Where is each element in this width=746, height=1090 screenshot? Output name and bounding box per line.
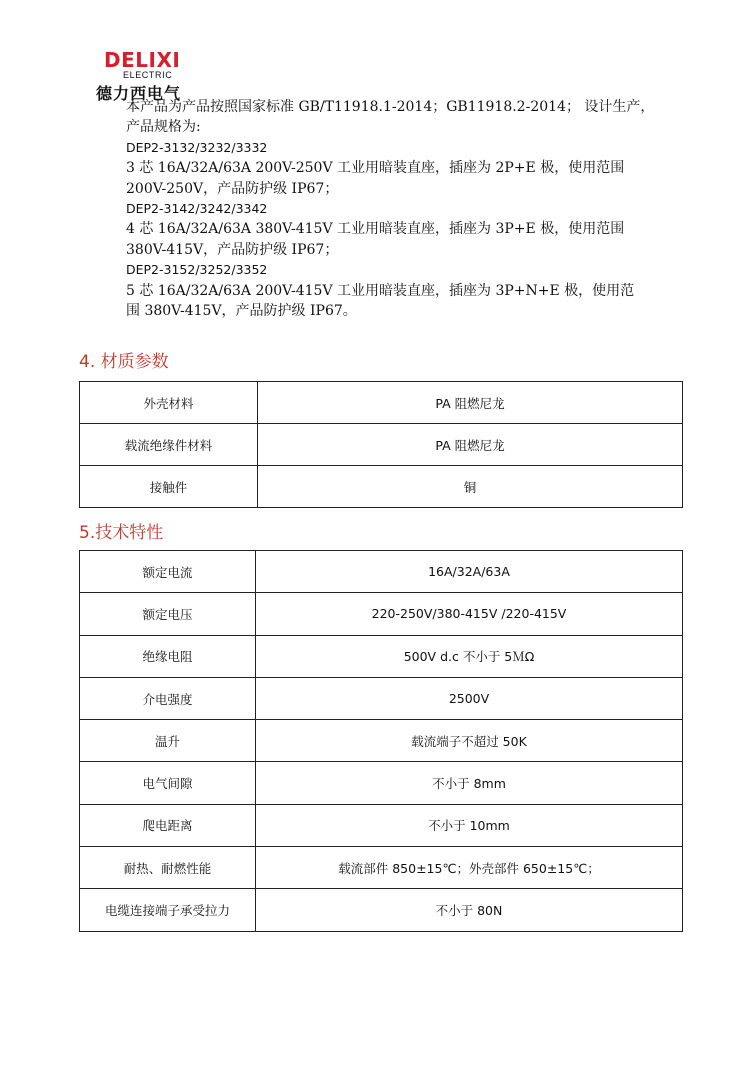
logo-brand: DELIXI: [104, 48, 181, 72]
intro-line: 3 芯 16A/32A/63A 200V-250V 工业用暗装直座，插座为 2P+E 极，使用范围: [126, 160, 625, 177]
intro-line: 5 芯 16A/32A/63A 200V-415V 工业用暗装直座，插座为 3P+N+E 极，使用范: [126, 282, 635, 299]
row-label: 温升: [80, 720, 256, 762]
intro-line: 200V-250V，产品防护级 IP67；: [126, 180, 339, 197]
table-row: [80, 593, 683, 635]
row-value: 不小于 80N: [256, 889, 683, 931]
row-label: 接触件: [80, 466, 258, 508]
intro-line: 围 380V-415V，产品防护级 IP67。: [126, 302, 357, 319]
row-value: 载流部件 850±15℃；外壳部件 650±15℃；: [256, 847, 683, 889]
table-row: [80, 466, 683, 508]
intro-line: 4 芯 16A/32A/63A 380V-415V 工业用暗装直座，插座为 3P+E 极，使用范围: [126, 221, 625, 238]
row-value: PA 阻燃尼龙: [258, 382, 683, 424]
specs-heading: 5.技术特性: [79, 523, 164, 543]
row-value: 2500V: [256, 677, 683, 719]
row-value: 铜: [258, 466, 683, 508]
model-number: DEP2-3152/3252/3352: [126, 262, 268, 278]
table-row: [80, 847, 683, 889]
row-label: 电缆连接端子承受拉力: [80, 889, 256, 931]
table-row: [80, 804, 683, 846]
row-label: 耐热、耐燃性能: [80, 847, 256, 889]
row-label: 外壳材料: [80, 382, 258, 424]
row-label: 额定电流: [80, 551, 256, 593]
intro-line: 产品规格为:: [126, 119, 201, 136]
row-value: 500V d.c 不小于 5ＭΩ: [256, 635, 683, 677]
table-row: [80, 762, 683, 804]
materials-table: [79, 381, 683, 508]
intro-line: 380V-415V，产品防护级 IP67；: [126, 241, 339, 258]
row-label: 额定电压: [80, 593, 256, 635]
model-number: DEP2-3142/3242/3342: [126, 200, 268, 216]
table-row: [80, 677, 683, 719]
product-intro: [126, 97, 655, 321]
row-value: PA 阻燃尼龙: [258, 424, 683, 466]
row-label: 电气间隙: [80, 762, 256, 804]
logo-chinese-name: 德力西电气: [96, 84, 182, 103]
model-number: DEP2-3132/3232/3332: [126, 139, 268, 155]
row-value: 不小于 8mm: [256, 762, 683, 804]
specs-table: [79, 550, 683, 932]
table-row: [80, 889, 683, 931]
table-row: [80, 720, 683, 762]
row-label: 绝缘电阻: [80, 635, 256, 677]
table-row: [80, 382, 683, 424]
row-label: 爬电距离: [80, 804, 256, 846]
row-value: 载流端子不超过 50K: [256, 720, 683, 762]
table-row: [80, 424, 683, 466]
row-value: 220-250V/380-415V /220-415V: [256, 593, 683, 635]
table-row: [80, 635, 683, 677]
intro-line: 本产品为产品按照国家标准 GB/T11918.1-2014；GB11918.2-2014； 设计生产，: [126, 99, 655, 115]
row-label: 载流绝缘件材料: [80, 424, 258, 466]
row-value: 不小于 10mm: [256, 804, 683, 846]
row-value: 16A/32A/63A: [256, 551, 683, 593]
logo-subtitle: ELECTRIC: [123, 70, 173, 80]
row-label: 介电强度: [80, 677, 256, 719]
table-row: [80, 551, 683, 593]
materials-heading: 4. 材质参数: [79, 352, 169, 372]
